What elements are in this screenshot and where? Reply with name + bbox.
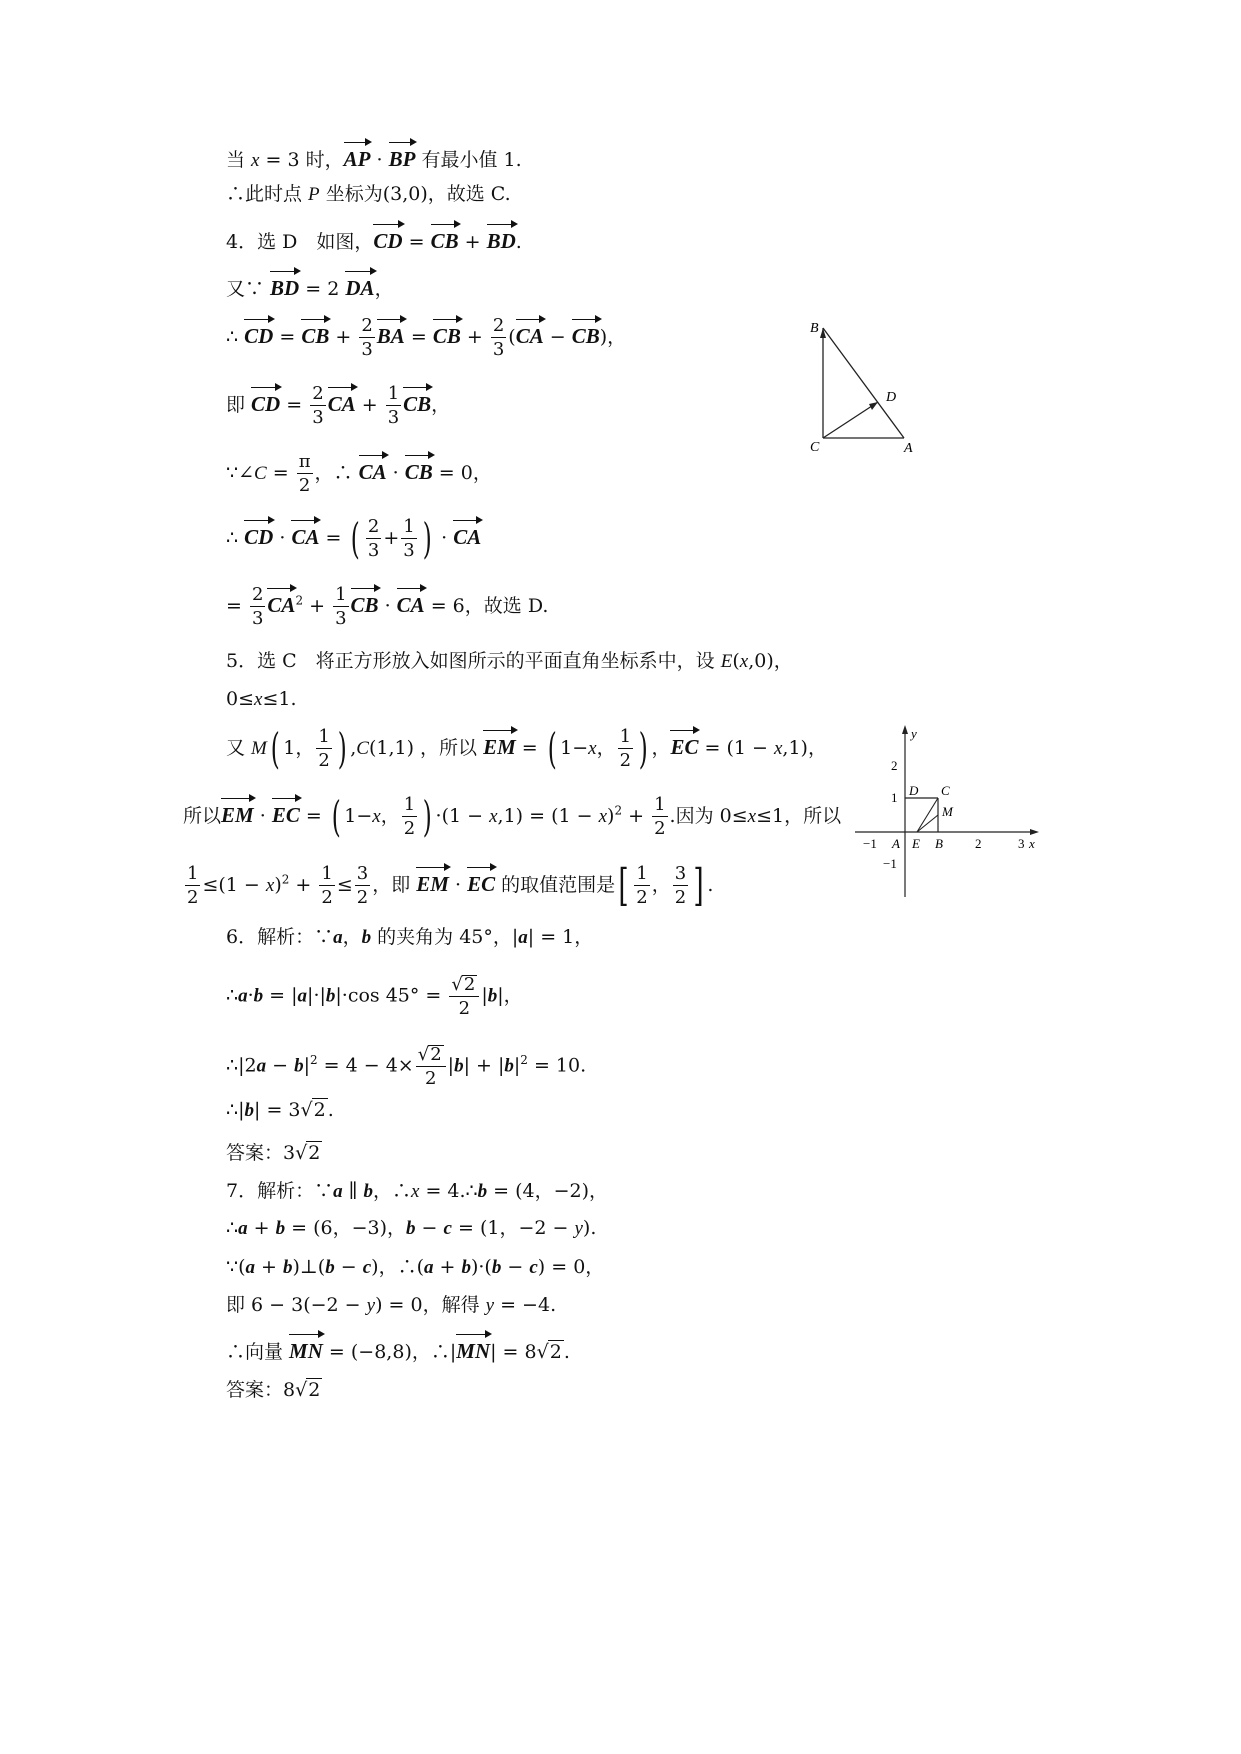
fraction: $\frac{3}{2}$ <box>356 863 369 908</box>
solution-line: ∴a + b = (6，−3)，b − c = (1，−2 − y). <box>226 1217 597 1239</box>
label-B: B <box>810 321 819 336</box>
fraction: $\frac{1}{2}$ <box>654 794 666 839</box>
vector: CD <box>244 522 273 548</box>
solution-line: ∴向量 MN = (−8,8)，∴|MN| = 8√2 . <box>226 1336 570 1363</box>
solution-line: ∴ CD · CA = ( $\frac{2}{3}$ + $\frac{1}{3}$ ) · CA <box>226 514 482 563</box>
answer-line: 答案：8√2 <box>226 1379 321 1401</box>
vector: CD <box>373 226 402 252</box>
vector: CB <box>405 457 433 483</box>
fraction: $\frac{√2}{2}$ <box>449 975 479 1018</box>
vector: CB <box>351 590 379 616</box>
label-D: D <box>886 390 897 405</box>
vector: EC <box>272 800 300 826</box>
label-C: C <box>941 783 950 798</box>
fraction: $\frac{1}{3}$ <box>387 383 400 428</box>
axis-y-label: y <box>911 726 917 741</box>
solution-line: 又 M( 1， $\frac{1}{2}$ ) ,C(1,1) ，所以 EM = ( 1−x， $\frac{1}{2}$ ) ，EC = (1 − x,1)， <box>226 724 827 773</box>
tick-y-2: 2 <box>891 758 898 773</box>
solution-line: ∴|b| = 3√2 . <box>226 1099 334 1121</box>
solution-line: = $\frac{2}{3}$ $CA^2$ + $\frac{1}{3}$ CB · CA = 6，故选 D. <box>226 584 549 629</box>
label-C: C <box>810 440 820 455</box>
vector: EM <box>416 869 449 895</box>
answer-line: 答案：3√2 <box>226 1142 321 1164</box>
axis-x-label: x <box>1029 836 1035 851</box>
vector: CD <box>244 321 273 347</box>
vector: BA <box>377 321 405 347</box>
vector: MN <box>456 1336 490 1362</box>
vector: CB <box>572 321 600 347</box>
solution-line: 又∵ BD = 2 DA， <box>226 273 394 300</box>
solution-line: 即 CD = $\frac{2}{3}$ CA + $\frac{1}{3}$ CB， <box>226 383 451 428</box>
fraction: $\frac{2}{3}$ <box>251 584 264 629</box>
label-A: A <box>892 836 900 851</box>
fraction: $\frac{1}{2}$ <box>321 863 333 908</box>
vector: CB <box>431 226 459 252</box>
solution-line: ∴|2a − $b|^2 = 4 - 4\times$ $\frac{√2}{2}$ $|b| + |b|^2 = 10$. <box>226 1044 587 1089</box>
triangle-figure <box>802 318 932 468</box>
vector: CB <box>301 321 329 347</box>
fraction: $\frac{1}{2}$ <box>187 863 199 908</box>
fraction: $\frac{√2}{2}$ <box>416 1045 446 1088</box>
fraction: $\frac{1}{2}$ <box>636 863 648 908</box>
solution-line: 0≤x≤1. <box>226 688 297 710</box>
fraction: $\frac{2}{3}$ <box>492 315 505 360</box>
vector: MN <box>289 1336 323 1362</box>
solution-line: 即 6 − 3(−2 − y) = 0，解得 y = −4. <box>226 1294 557 1316</box>
problem-6-heading: 6．解析：∵a，b 的夹角为 45°，|a| = 1， <box>226 926 594 948</box>
fraction: $\frac{1}{3}$ <box>403 516 415 561</box>
vector: CA <box>516 321 544 347</box>
vector: CB <box>433 321 461 347</box>
tick-x-2: 2 <box>975 836 982 851</box>
vector: CA <box>359 457 387 483</box>
problem-5-heading: 5．选 C 将正方形放入如图所示的平面直角坐标系中，设 E(x,0)， <box>226 650 793 672</box>
vector: CA <box>267 590 295 616</box>
tick-y-minus1: −1 <box>883 856 897 871</box>
vector: CB <box>403 389 431 415</box>
vector: AP <box>344 144 371 170</box>
tick-x-minus1: −1 <box>863 836 877 851</box>
vector: DA <box>345 273 374 299</box>
label-B: B <box>935 836 943 851</box>
fraction: $\frac{2}{3}$ <box>312 383 324 428</box>
solution-line: ∴a·b = |a|·|b|·cos 45° = $\frac{√2}{2}$ |b|， <box>226 974 523 1019</box>
tick-y-1: 1 <box>891 790 898 805</box>
solution-line: ∵(a + b)⊥(b − c)，∴(a + b)·(b − c) = 0， <box>226 1256 605 1278</box>
vector: CA <box>453 522 481 548</box>
solution-line: ∴此时点 P 坐标为(3,0)，故选 C. <box>226 183 511 205</box>
vector: EM <box>483 732 516 758</box>
fraction: $\frac{1}{2}$ <box>619 726 632 771</box>
problem-7-heading: 7．解析：∵a ∥ b，∴x = 4.∴b = (4，−2)， <box>226 1180 609 1202</box>
solution-line: $\frac{1}{2}$ $\le(1 - x)^2$ + $\frac{1}{2}$ ≤ $\frac{3}{2}$ ，即 EM · EC 的取值范围是[ $\frac{1}{2}$ ， $\frac{3}{2}$ ] . <box>187 860 714 911</box>
vector: EC <box>467 869 495 895</box>
vector: EC <box>670 732 698 758</box>
solution-line: ∵∠C = $\frac{\pi}{2}$ ，∴ CA · CB = 0， <box>226 451 492 496</box>
label-E: E <box>912 836 920 851</box>
coordinate-figure <box>845 722 1040 902</box>
vector: CD <box>251 389 280 415</box>
solution-line: ∴ CD = CB + $\frac{2}{3}$ BA = CB + $\frac{2}{3}$ (CA − CB)， <box>226 315 627 360</box>
fraction: $\frac{2}{3}$ <box>361 315 373 360</box>
label-A: A <box>904 441 913 456</box>
tick-x-3: 3 <box>1018 836 1025 851</box>
vector: BD <box>487 226 516 252</box>
label-D: D <box>909 783 919 798</box>
label-M: M <box>942 804 953 819</box>
fraction: $\frac{3}{2}$ <box>674 863 687 908</box>
fraction: $\frac{1}{2}$ <box>318 726 330 771</box>
vector: BD <box>270 273 299 299</box>
vector: EM <box>221 800 254 826</box>
vector: CA <box>328 389 356 415</box>
problem-4-heading: 4．选 D 如图，CD = CB + BD. <box>226 226 522 253</box>
solution-line: 所以EM · EC = ( 1−x， $\frac{1}{2}$ ) $\cdot(1 - x,1) = (1 - x)^2$ + $\frac{1}{2}$ .因为 0≤x≤1，所以 <box>183 792 842 841</box>
vector: CA <box>291 522 319 548</box>
fraction: $\frac{1}{3}$ <box>335 584 347 629</box>
fraction: $\frac{2}{3}$ <box>367 516 380 561</box>
solution-line: 当 x = 3 时，AP · BP 有最小值 1. <box>226 144 522 172</box>
fraction: $\frac{\pi}{2}$ <box>298 451 311 496</box>
vector: BP <box>389 144 416 170</box>
fraction: $\frac{1}{2}$ <box>403 794 416 839</box>
vector: CA <box>397 590 425 616</box>
